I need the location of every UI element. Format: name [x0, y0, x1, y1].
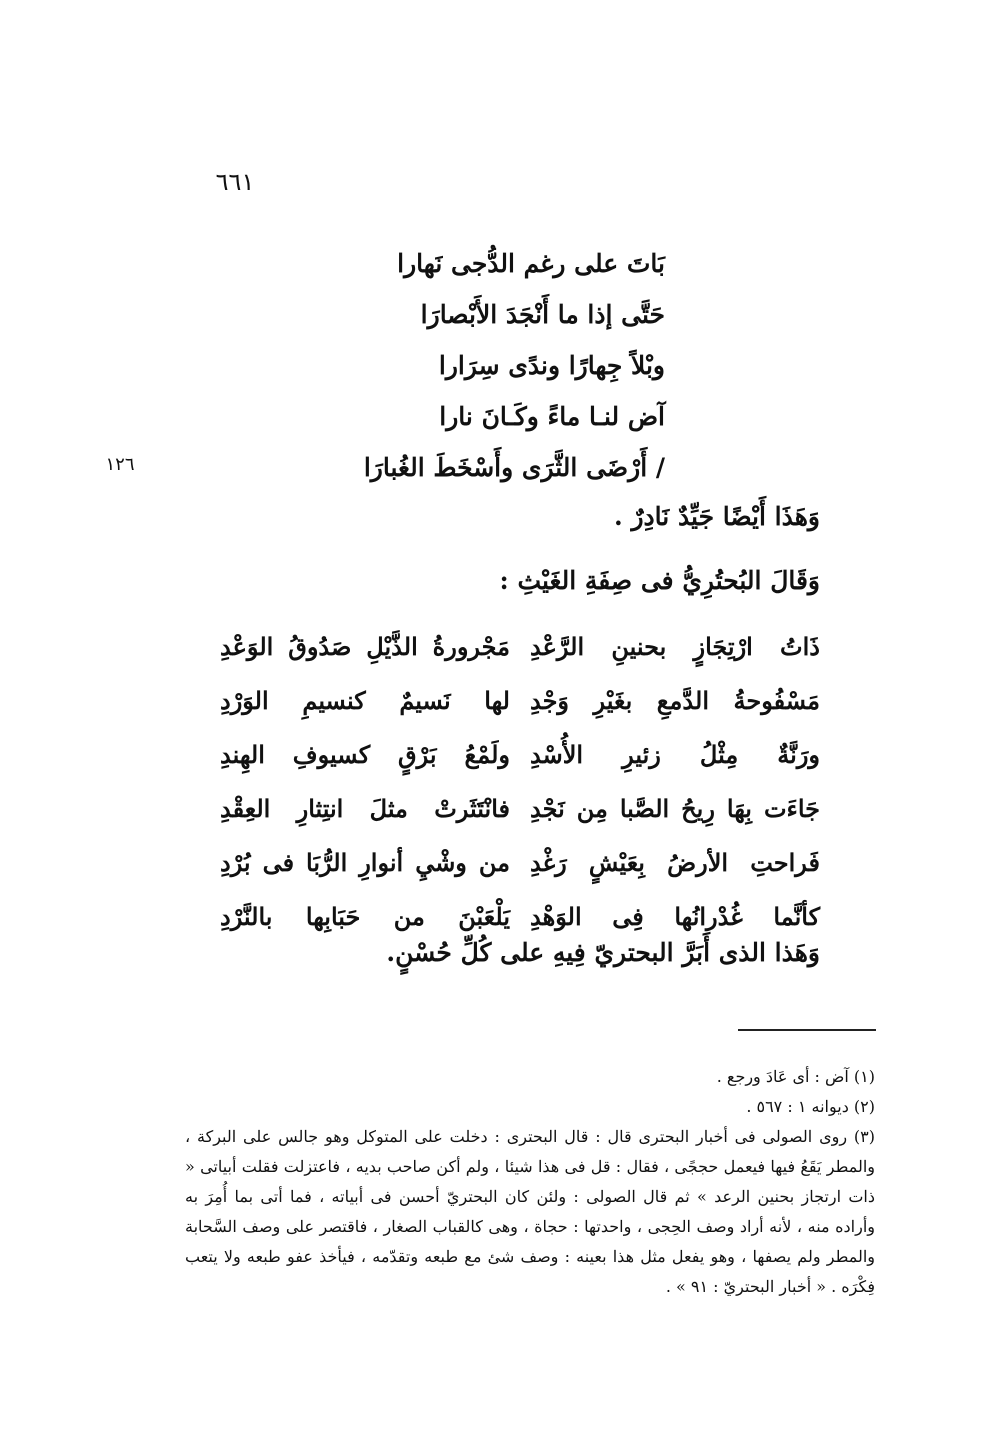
verse-second-hemistich: فانْتَثَرتْ مثلَ انتِثارِ العِقْدِ — [220, 794, 510, 823]
margin-page-reference: ١٢٦ — [105, 454, 135, 475]
verse-first-hemistich: مَسْفُوحةُ الدَّمعِ بغَيْرِ وَجْدِ — [530, 686, 820, 715]
poem-verse — [220, 890, 820, 944]
footnote: (٢) ديوانه ١ : ٥٦٧ . — [746, 1097, 875, 1116]
poem-verse — [220, 782, 820, 836]
stanza-line: حَتَّى إذا ما أَنْجَدَ الأَبْصارَا — [420, 300, 665, 329]
commentary-line: وَهَذَا أَيْضًا جَيِّدٌ نَادِرٌ . — [614, 502, 820, 531]
poem-introduction: وَقَالَ البُحتُرِيُّ فى صِفَةِ الغَيْثِ : — [499, 566, 820, 595]
stanza-line: وبْلاً جِهارًا وندًى سِرَارا — [438, 351, 665, 380]
stanza-line: آض لنـا ماءً وكَـانَ نارا — [439, 402, 665, 431]
poem-verse — [220, 728, 820, 782]
poem-verse — [220, 836, 820, 890]
rajaz-stanza — [335, 238, 665, 493]
verse-second-hemistich: مَجْرورةُ الذَّيْلِ صَدُوقُ الوَعْدِ — [220, 632, 510, 661]
verse-second-hemistich: ولَمْعُ بَرْقٍ كسيوفِ الهِندِ — [220, 740, 510, 769]
stanza-line: / أَرْضَى الثَّرَى وأَسْخَطَ الغُبارَا — [363, 453, 665, 482]
commentary-line: وَهَذا الذى أَبَرَّ البحتريّ فِيهِ على كُلِّ حُسْنٍ. — [386, 938, 820, 967]
footnote-separator — [738, 1029, 876, 1031]
verse-first-hemistich: ذَاتُ ارْتِجَازٍ بحنينِ الرَّعْدِ — [530, 632, 820, 661]
poem — [220, 620, 820, 944]
verse-second-hemistich: يَلْعَبْنَ من حَبَابِها بالنَّرْدِ — [220, 902, 510, 931]
verse-first-hemistich: جَاءَت بِهَا رِيحُ الصَّبا مِن نَجْدِ — [530, 794, 820, 823]
verse-first-hemistich: فَراحتِ الأرضُ بِعَيْشٍ رَغْدِ — [530, 848, 820, 877]
verse-first-hemistich: ورَنَّةٌ مِثْلُ زئيرِ الأُسْدِ — [530, 740, 820, 769]
verse-second-hemistich: من وشْيِ أنوارِ الرُّبَا فى بُرْدِ — [220, 848, 510, 877]
footnote: (٣) روى الصولى فى أخبار البحترى قال : قال البحترى : دخلت على المتوكل وهو جالس على البركة ، والمطر يَقَعُ فيها فيعمل حججًى ، فقال : قل فى هذا شيئا ، ولم أكن صاحب بديه ، فاعتزلت فقلت أبياتى « ذات ارتجاز بحنين الرعد » ثم قال الصولى : ولئن كان البحتريّ أحسن فى أبياته ، فما أتى بما أُمِرَ به وأراده منه ، لأنه أراد وصف الحِجى ، واحدتها : حجاة ، وهى كالقباب الصغار ، فاقتصر على وصف السَّحابة والمطر ولم يصفها ، وهو يفعل مثل هذا بعينه : وصف شئ مع طبعه وتقدّمه ، فيأخذ عفو طبعه ولا يتعب فِكْرَه . « أخبار البحتريّ : ٩١ » . — [185, 1127, 876, 1296]
poem-verse — [220, 620, 820, 674]
poem-verse — [220, 674, 820, 728]
footnotes — [185, 1062, 875, 1302]
verse-first-hemistich: كأنَّما غُدْرانُها فِى الوَهْدِ — [530, 902, 820, 931]
page-number: ٦٦١ — [215, 168, 255, 196]
verse-second-hemistich: لها نَسيمٌ كنسيمِ الوَرْدِ — [220, 686, 510, 715]
footnote: (١) آض : أى عَادَ ورجع . — [716, 1067, 875, 1086]
stanza-line: بَاتَ على رغم الدُّجى نَهارا — [397, 249, 665, 278]
